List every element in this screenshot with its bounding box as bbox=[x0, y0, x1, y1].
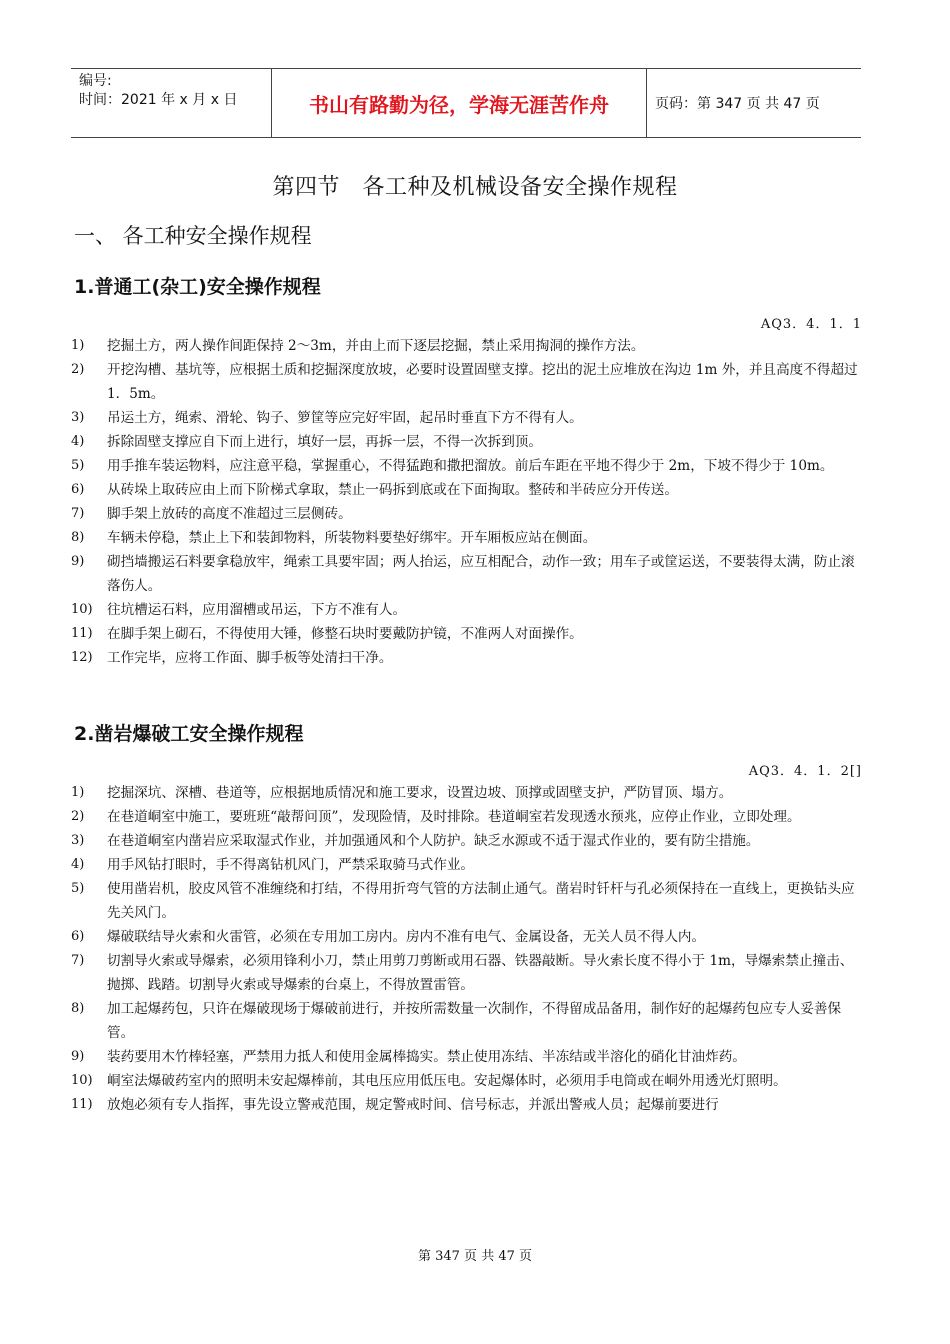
item-number: 10) bbox=[71, 602, 93, 617]
item-text: 爆破联结导火索和火雷管，必须在专用加工房内。房内不准有电气、金属设备，无关人员不得人内。 bbox=[107, 929, 706, 945]
item-number: 6) bbox=[71, 482, 85, 497]
list-item bbox=[71, 550, 866, 598]
list-item bbox=[71, 454, 866, 478]
document-header bbox=[71, 68, 861, 138]
item-text: 挖掘土方，两人操作间距保持 2～3m，并由上而下逐层挖掘，禁止采用掏洞的操作方法。 bbox=[107, 338, 645, 354]
time-label: 时间：2021 年 x 月 x 日 bbox=[79, 92, 238, 108]
item-text: 使用凿岩机，胶皮风管不准缠绕和打结，不得用折弯气管的方法制止通气。凿岩时钎杆与孔必须保持在一直线上，更换钻头应先关风门。 bbox=[107, 881, 855, 921]
item-number: 7) bbox=[71, 953, 85, 968]
item-number: 10) bbox=[71, 1073, 93, 1088]
item-text: 开挖沟槽、基坑等，应根据土质和挖掘深度放坡，必要时设置固壁支撑。挖出的泥土应堆放在沟边 1m 外，并且高度不得超过 1．5m。 bbox=[107, 362, 858, 402]
list-item bbox=[71, 622, 866, 646]
item-text: 在脚手架上砌石，不得使用大锤，修整石块时要戴防护镜，不准两人对面操作。 bbox=[107, 626, 583, 642]
list-item bbox=[71, 598, 866, 622]
item-text: 用手风钻打眼时，手不得离钻机风门，严禁采取骑马式作业。 bbox=[107, 857, 475, 873]
item-text: 在巷道峒室内凿岩应采取湿式作业，并加强通风和个人防护。缺乏水源或不适于湿式作业的，要有防尘措施。 bbox=[107, 833, 760, 849]
item-number: 12) bbox=[71, 650, 93, 665]
header-page-label: 页码：第 347 页 共 47 页 bbox=[655, 96, 820, 112]
item-number: 5) bbox=[71, 458, 85, 473]
list-item bbox=[71, 1069, 866, 1093]
item-number: 3) bbox=[71, 833, 85, 848]
item-number: 4) bbox=[71, 434, 85, 449]
list-item bbox=[71, 358, 866, 406]
item-text: 挖掘深坑、深槽、巷道等，应根据地质情况和施工要求，设置边坡、顶撑或固壁支护，严防冒顶、塌方。 bbox=[107, 785, 733, 801]
chapter-heading: 一、 各工种安全操作规程 bbox=[74, 224, 312, 248]
item-text: 放炮必须有专人指挥，事先设立警戒范围，规定警戒时间、信号标志，并派出警戒人员；起爆前要进行 bbox=[107, 1097, 719, 1113]
list-item bbox=[71, 853, 866, 877]
list-item bbox=[71, 925, 866, 949]
list-item bbox=[71, 877, 866, 925]
item-number: 2) bbox=[71, 362, 85, 377]
item-text: 砌挡墙搬运石料要拿稳放牢，绳索工具要牢固；两人抬运，应互相配合，动作一致；用车子或筐运送，不要装得太满，防止滚落伤人。 bbox=[107, 554, 855, 594]
list-item bbox=[71, 829, 866, 853]
item-number: 2) bbox=[71, 809, 85, 824]
header-motto: 书山有路勤为径，学海无涯苦作舟 bbox=[272, 69, 647, 137]
list-item bbox=[71, 478, 866, 502]
item-text: 从砖垛上取砖应由上而下阶梯式拿取，禁止一码拆到底或在下面掏取。整砖和半砖应分开传送。 bbox=[107, 482, 678, 498]
list-item bbox=[71, 646, 866, 670]
section-1-code: AQ3．4．1．1 bbox=[760, 317, 862, 332]
item-text: 吊运土方，绳索、滑轮、钩子、箩筐等应完好牢固，起吊时垂直下方不得有人。 bbox=[107, 410, 583, 426]
item-number: 6) bbox=[71, 929, 85, 944]
section-2-code: AQ3．4．1．2[] bbox=[748, 764, 862, 779]
list-item bbox=[71, 997, 866, 1045]
list-item bbox=[71, 430, 866, 454]
item-number: 1) bbox=[71, 785, 85, 800]
item-number: 7) bbox=[71, 506, 85, 521]
item-text: 车辆未停稳，禁止上下和装卸物料，所装物料要垫好绑牢。开车厢板应站在侧面。 bbox=[107, 530, 597, 546]
item-text: 用手推车装运物料，应注意平稳，掌握重心，不得猛跑和撒把溜放。前后车距在平地不得少于 2m，下坡不得少于 10m。 bbox=[107, 458, 834, 474]
item-text: 装药要用木竹棒轻塞，严禁用力抵人和使用金属棒捣实。禁止使用冻结、半冻结或半溶化的硝化甘油炸药。 bbox=[107, 1049, 746, 1065]
item-text: 在巷道峒室中施工，要班班“敲帮问顶”，发现险情，及时排除。巷道峒室若发现透水预兆，应停止作业，立即处理。 bbox=[107, 809, 801, 825]
item-number: 3) bbox=[71, 410, 85, 425]
list-item bbox=[71, 949, 866, 997]
list-item bbox=[71, 781, 866, 805]
list-item bbox=[71, 1045, 866, 1069]
item-text: 切割导火索或导爆索，必须用锋利小刀，禁止用剪刀剪断或用石器、铁器敲断。导火索长度不得小于 1m，导爆索禁止撞击、抛掷、践踏。切割导火索或导爆索的台桌上，不得放置雷管。 bbox=[107, 953, 854, 993]
item-number: 5) bbox=[71, 881, 85, 896]
item-text: 拆除固壁支撑应自下而上进行，填好一层，再拆一层，不得一次拆到顶。 bbox=[107, 434, 542, 450]
list-item bbox=[71, 526, 866, 550]
list-item bbox=[71, 334, 866, 358]
section-2-list bbox=[71, 781, 866, 1117]
section-2-heading: 2.凿岩爆破工安全操作规程 bbox=[74, 723, 304, 745]
list-item bbox=[71, 502, 866, 526]
number-label: 编号: bbox=[79, 73, 112, 89]
item-text: 往坑槽运石料，应用溜槽或吊运，下方不准有人。 bbox=[107, 602, 407, 618]
list-item bbox=[71, 805, 866, 829]
item-text: 峒室法爆破药室内的照明未安起爆棒前，其电压应用低压电。安起爆体时，必须用手电筒或在峒外用透光灯照明。 bbox=[107, 1073, 787, 1089]
item-text: 脚手架上放砖的高度不准超过三层侧砖。 bbox=[107, 506, 352, 522]
item-number: 9) bbox=[71, 554, 85, 569]
item-number: 11) bbox=[71, 626, 93, 641]
list-item bbox=[71, 406, 866, 430]
item-number: 11) bbox=[71, 1097, 93, 1112]
section-1-heading: 1.普通工(杂工)安全操作规程 bbox=[74, 276, 321, 298]
item-number: 9) bbox=[71, 1049, 85, 1064]
header-meta bbox=[71, 69, 272, 137]
section-1-list bbox=[71, 334, 866, 670]
item-text: 加工起爆药包，只许在爆破现场于爆破前进行，并按所需数量一次制作，不得留成品备用，制作好的起爆药包应专人妥善保管。 bbox=[107, 1001, 842, 1041]
item-number: 4) bbox=[71, 857, 85, 872]
page-footer: 第 347 页 共 47 页 bbox=[417, 1249, 533, 1264]
page-title: 第四节 各工种及机械设备安全操作规程 bbox=[272, 175, 678, 200]
item-number: 1) bbox=[71, 338, 85, 353]
list-item bbox=[71, 1093, 866, 1117]
item-number: 8) bbox=[71, 1001, 85, 1016]
item-number: 8) bbox=[71, 530, 85, 545]
item-text: 工作完毕，应将工作面、脚手板等处清扫干净。 bbox=[107, 650, 393, 666]
